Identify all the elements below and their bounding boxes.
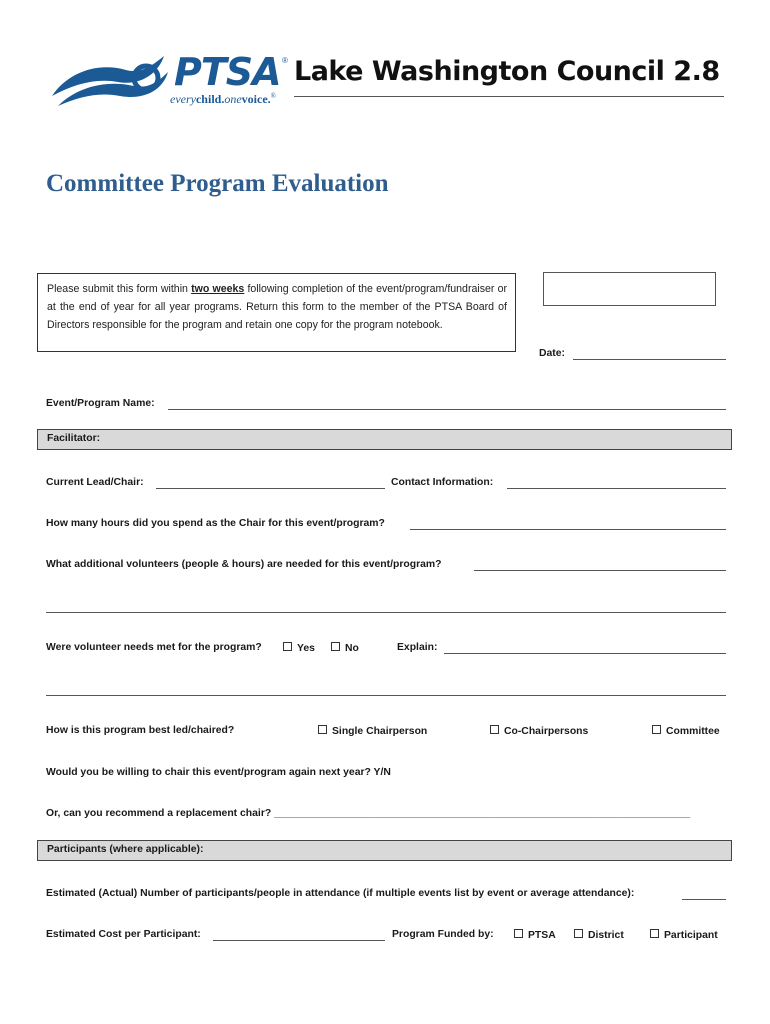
event-name-field[interactable] bbox=[168, 409, 726, 410]
yes-checkbox[interactable] bbox=[283, 642, 292, 651]
facilitator-section-header: Facilitator: bbox=[37, 429, 732, 450]
instructions-emphasis: two weeks bbox=[191, 283, 245, 295]
funded-ptsa-option[interactable]: PTSA bbox=[514, 929, 556, 941]
participant-checkbox[interactable] bbox=[650, 929, 659, 938]
logo-registered-mark: ® bbox=[282, 56, 288, 65]
contact-info-label: Contact Information: bbox=[391, 477, 494, 488]
district-checkbox[interactable] bbox=[574, 929, 583, 938]
event-name-label: Event/Program Name: bbox=[46, 398, 155, 409]
explain-label: Explain: bbox=[397, 642, 438, 653]
explain-field[interactable] bbox=[444, 653, 726, 654]
single-chair-checkbox[interactable] bbox=[318, 725, 327, 734]
ptsa-logo bbox=[48, 50, 728, 112]
logo-ptsa-word: PTSA bbox=[174, 50, 281, 94]
contact-info-field[interactable] bbox=[507, 488, 726, 489]
hours-question: How many hours did you spend as the Chair for this event/program? bbox=[46, 518, 385, 529]
replacement-chair-question: Or, can you recommend a replacement chair? ________________________________________________________________________ bbox=[46, 808, 691, 819]
page-title: Committee Program Evaluation bbox=[46, 170, 389, 197]
instructions-box: Please submit this form within two weeks following completion of the event/program/fundraiser or at the end of year for all year programs. Return this form to the member of the PTSA Board of Directors responsible for the program and retain one copy for the program notebook. bbox=[37, 273, 516, 352]
volunteers-question: What additional volunteers (people & hours) are needed for this event/program? bbox=[46, 559, 442, 570]
date-field[interactable] bbox=[573, 359, 726, 360]
single-chair-option[interactable]: Single Chairperson bbox=[318, 725, 427, 737]
funded-district-option[interactable]: District bbox=[574, 929, 624, 941]
office-use-box[interactable] bbox=[543, 272, 716, 306]
led-question: How is this program best led/chaired? bbox=[46, 725, 235, 736]
committee-option[interactable]: Committee bbox=[652, 725, 720, 737]
participants-section-header: Participants (where applicable): bbox=[37, 840, 732, 861]
needs-met-question: Were volunteer needs met for the program? bbox=[46, 642, 262, 653]
needs-met-yes-option[interactable]: Yes bbox=[283, 642, 315, 654]
lead-chair-field[interactable] bbox=[156, 488, 385, 489]
estimated-participants-field[interactable] bbox=[682, 899, 726, 900]
needs-met-no-option[interactable]: No bbox=[331, 642, 359, 654]
cost-per-participant-field[interactable] bbox=[213, 940, 385, 941]
volunteers-field-line-2[interactable] bbox=[46, 612, 726, 613]
logo-tagline: everychild.onevoice.® bbox=[170, 92, 276, 106]
cost-per-participant-label: Estimated Cost per Participant: bbox=[46, 929, 201, 940]
chair-again-question: Would you be willing to chair this event/program again next year? Y/N bbox=[46, 767, 391, 778]
hours-field[interactable] bbox=[410, 529, 726, 530]
date-label: Date: bbox=[539, 348, 565, 359]
co-chair-option[interactable]: Co-Chairpersons bbox=[490, 725, 588, 737]
header-rule bbox=[294, 96, 724, 97]
funded-by-label: Program Funded by: bbox=[392, 929, 494, 940]
co-chair-checkbox[interactable] bbox=[490, 725, 499, 734]
council-name: Lake Washington Council 2.8 bbox=[294, 56, 720, 87]
wave-swoosh-icon bbox=[48, 52, 172, 110]
committee-checkbox[interactable] bbox=[652, 725, 661, 734]
no-checkbox[interactable] bbox=[331, 642, 340, 651]
funded-participant-option[interactable]: Participant bbox=[650, 929, 718, 941]
volunteers-field[interactable] bbox=[474, 570, 726, 571]
estimated-participants-question: Estimated (Actual) Number of participants/people in attendance (if multiple events list by event or average attendance): bbox=[46, 888, 635, 899]
lead-chair-label: Current Lead/Chair: bbox=[46, 477, 144, 488]
explain-field-line-2[interactable] bbox=[46, 695, 726, 696]
ptsa-checkbox[interactable] bbox=[514, 929, 523, 938]
